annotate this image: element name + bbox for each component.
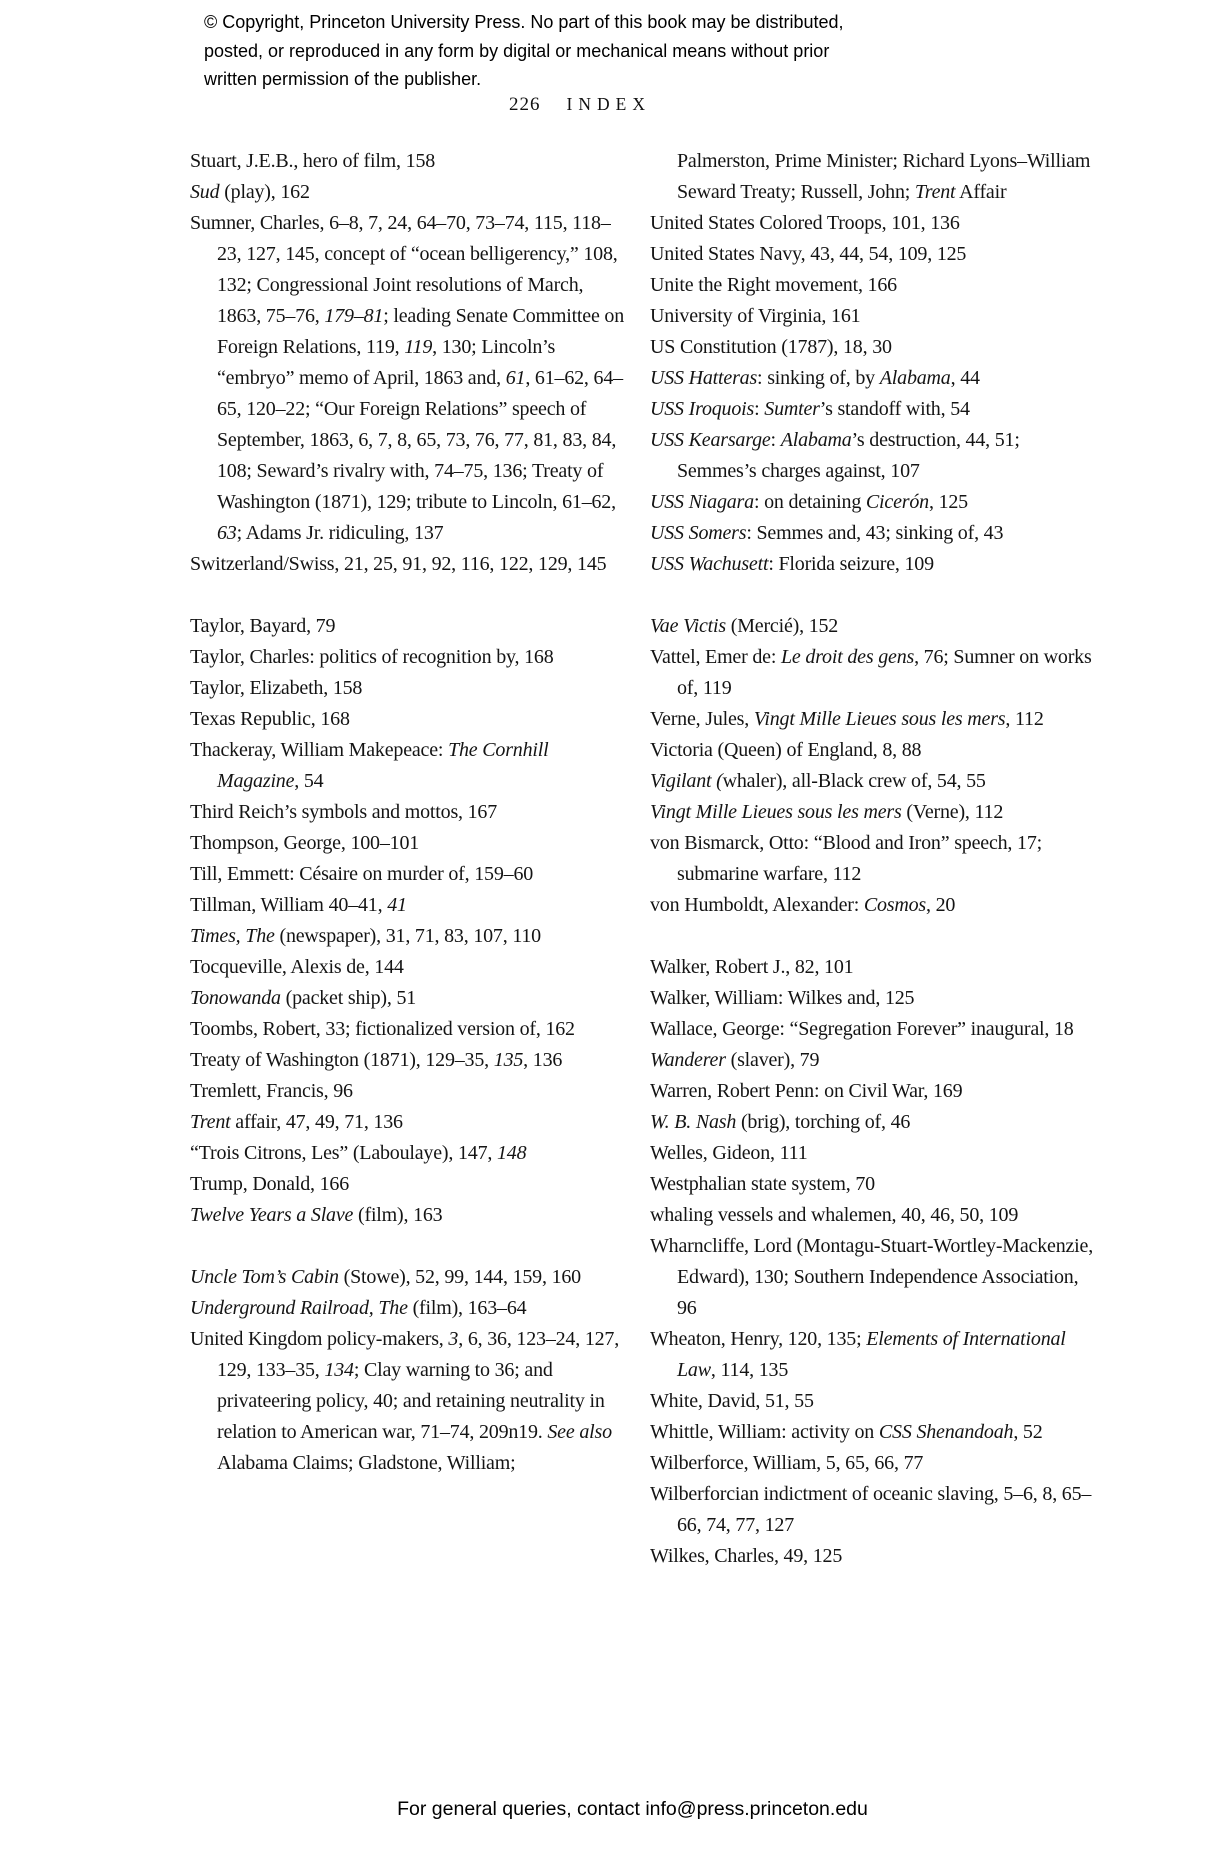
index-entry (650, 828, 1102, 890)
index-entry-text: , 125 (928, 491, 968, 513)
index-entry (650, 735, 1102, 766)
index-entry (190, 859, 626, 890)
index-entry (650, 704, 1102, 735)
index-entry-text: Taylor, Bayard, 79 (190, 615, 336, 637)
index-entry-text: United Kingdom policy-makers, (190, 1328, 449, 1350)
index-entry (650, 1324, 1102, 1386)
index-entry (650, 983, 1102, 1014)
index-entry-text: Wilkes, Charles, 49, 125 (650, 1545, 843, 1567)
index-entry-italic-text: Vigilant ( (650, 770, 723, 792)
index-entry (650, 1045, 1102, 1076)
index-entry (650, 766, 1102, 797)
index-entry-text: Stuart, J.E.B., hero of film, 158 (190, 150, 436, 172)
index-entry-text: Taylor, Charles: politics of recognition by, 168 (190, 646, 554, 668)
index-entry-italic-text: The Cornhill Magazine (217, 739, 549, 792)
index-entry-text: Affair (955, 181, 1007, 203)
index-entry-text: Sumner, Charles, 6–8, 7, 24, 64–70, 73–74, 115, 118–23, 127, 145, concept of “ocean belligerency,” 108, 132; Congressional Joint resolutions of March, 1863, 75–76, (190, 212, 618, 327)
index-entry-text: Tocqueville, Alexis de, 144 (190, 956, 404, 978)
index-entry-text: (slaver), 79 (725, 1049, 820, 1071)
index-entry-text: Victoria (Queen) of England, 8, 88 (650, 739, 922, 761)
index-entry-text: , 76; Sumner on works of, 119 (677, 646, 1092, 699)
index-entry-text: (Mercié), 152 (725, 615, 839, 637)
index-entry-text: , 136 (523, 1049, 563, 1071)
index-entry-text: University of Virginia, 161 (650, 305, 861, 327)
index-entry-italic-text: Vingt Mille Lieues sous les mers (753, 708, 1006, 730)
index-entry-italic-text: 148 (496, 1142, 527, 1164)
index-entry-italic-text: 61 (505, 367, 526, 389)
index-entry (190, 921, 626, 952)
index-entry-text: , 61–62, 64–65, 120–22; “Our Foreign Relations” speech of September, 1863, 6, 7, 8, 65, 73, 76, 77, 81, 83, 84, 108; Seward’s rivalry with, 74–75, 136; Treaty of Washington (1871), 129; tribute to Lincoln, 61–62, (217, 367, 623, 513)
index-entry-text: , 20 (926, 894, 956, 916)
index-entry-text: United States Colored Troops, 101, 136 (650, 212, 960, 234)
index-entry-text: “Trois Citrons, Les” (Laboulaye), 147, (190, 1142, 497, 1164)
index-entry (650, 1200, 1102, 1231)
index-entry-text: Taylor, Elizabeth, 158 (190, 677, 363, 699)
index-entry-italic-text: 135 (493, 1049, 524, 1071)
index-entry-text: affair, 47, 49, 71, 136 (230, 1111, 403, 1133)
index-entry-text: : (770, 429, 781, 451)
index-entry-italic-text: 179–81 (324, 305, 384, 327)
index-entry (190, 890, 626, 921)
index-entry-italic-text: Vingt Mille Lieues sous les mers (650, 801, 902, 823)
index-column-right (650, 146, 1102, 1572)
index-entry-italic-text: Times, The (190, 925, 275, 947)
index-entry (190, 673, 626, 704)
index-entry (650, 549, 1102, 580)
index-entry (650, 270, 1102, 301)
index-entry-text: ’s destruction, 44, 51; Semmes’s charges against, 107 (677, 429, 1020, 482)
index-entry-text: ; Clay warning to 36; and privateering policy, 40; and retaining neutrality in relation to American war, 71–74, 209n19. (217, 1359, 605, 1443)
page-number: 226 (509, 94, 541, 115)
index-entry (190, 1293, 626, 1324)
page-header (380, 94, 780, 116)
index-entry-text: von Bismarck, Otto: “Blood and Iron” speech, 17; submarine warfare, 112 (650, 832, 1042, 885)
index-entry (650, 1014, 1102, 1045)
index-entry-text: , 54 (294, 770, 324, 792)
index-entry-italic-text: Cicerón (865, 491, 929, 513)
index-entry (190, 146, 626, 177)
index-entry-text: , 112 (1005, 708, 1044, 730)
index-entry-text: ’s standoff with, 54 (819, 398, 970, 420)
index-entry-text: , 6, 36, 123–24, 127, 129, 133–35, (217, 1328, 620, 1381)
index-entry-text: Thackeray, William Makepeace: (190, 739, 449, 761)
index-entry-italic-text: Trent (914, 181, 956, 203)
index-entry-italic-text: Sud (190, 181, 220, 203)
index-entry-text: Wheaton, Henry, 120, 135; (650, 1328, 867, 1350)
index-entry-text: Verne, Jules, (650, 708, 754, 730)
index-entry-text: Westphalian state system, 70 (650, 1173, 875, 1195)
index-entry (650, 332, 1102, 363)
index-entry-text: Vattel, Emer de: (650, 646, 781, 668)
index-entry (650, 363, 1102, 394)
index-entry-italic-text: USS Iroquois (650, 398, 755, 420)
index-entry (190, 177, 626, 208)
index-entry-italic-text: Twelve Years a Slave (190, 1204, 354, 1226)
index-entry-text: (Verne), 112 (901, 801, 1004, 823)
index-entry-text: von Humboldt, Alexander: (650, 894, 864, 916)
index-entry-italic-text: Wanderer (650, 1049, 726, 1071)
index-entry (190, 642, 626, 673)
index-entry (650, 952, 1102, 983)
index-entry (650, 208, 1102, 239)
index-entry (190, 1262, 626, 1293)
footer-contact: For general queries, contact info@press.princeton.edu (397, 1798, 868, 1820)
index-entry (190, 1107, 626, 1138)
index-entry-text: Wallace, George: “Segregation Forever” inaugural, 18 (650, 1018, 1074, 1040)
index-entry-text: Third Reich’s symbols and mottos, 167 (190, 801, 498, 823)
index-entry (190, 1014, 626, 1045)
index-entry-text: Unite the Right movement, 166 (650, 274, 897, 296)
index-entry (190, 983, 626, 1014)
index-entry (650, 1541, 1102, 1572)
index-entry (650, 797, 1102, 828)
index-entry-text: : Florida seizure, 109 (768, 553, 934, 575)
index-entry (190, 1045, 626, 1076)
index-entry-text: whaling vessels and whalemen, 40, 46, 50, 109 (650, 1204, 1019, 1226)
index-entry-italic-text: Trent (190, 1111, 231, 1133)
index-entry-italic-text: Tonowanda (190, 987, 281, 1009)
index-entry-text: Welles, Gideon, 111 (650, 1142, 808, 1164)
index-entry-text: Trump, Donald, 166 (190, 1173, 350, 1195)
index-entry (190, 1169, 626, 1200)
index-entry-italic-text: Sumter (764, 398, 820, 420)
index-entry-text: Switzerland/Swiss, 21, 25, 91, 92, 116, 122, 129, 145 (190, 553, 607, 575)
index-entry-text: : on detaining (753, 491, 866, 513)
index-entry-italic-text: 119 (404, 336, 433, 358)
index-entry (190, 1076, 626, 1107)
index-entry-text: (packet ship), 51 (280, 987, 417, 1009)
index-entry-text: Till, Emmett: Césaire on murder of, 159–60 (190, 863, 534, 885)
index-entry-italic-text: USS Hatteras (650, 367, 758, 389)
index-entry (650, 487, 1102, 518)
index-entry (650, 1479, 1102, 1541)
index-entry (650, 642, 1102, 704)
index-entry-text: , 44 (950, 367, 980, 389)
index-entry (650, 1076, 1102, 1107)
copyright-notice: © Copyright, Princeton University Press. No part of this book may be distributed, posted, or reproduced in any form by digital or mechanical means without prior written permission of the publisher. (204, 12, 844, 89)
index-entry-text: (newspaper), 31, 71, 83, 107, 110 (274, 925, 541, 947)
index-entry-text: Alabama Claims; Gladstone, William; (217, 1452, 516, 1474)
index-entry-italic-text: CSS Shenandoah (878, 1421, 1014, 1443)
index-entry-text: (brig), torching of, 46 (736, 1111, 911, 1133)
index-entry-text: (film), 163 (353, 1204, 443, 1226)
index-entry (650, 301, 1102, 332)
index-entry (190, 1200, 626, 1231)
index-entry-text: ; Adams Jr. ridiculing, 137 (236, 522, 444, 544)
index-entry (650, 425, 1102, 487)
index-entry (190, 704, 626, 735)
index-entry-italic-text: Vae Victis (650, 615, 726, 637)
index-entry-italic-text: USS Niagara (650, 491, 754, 513)
index-entry-text: , 52 (1013, 1421, 1043, 1443)
index-entry (650, 1448, 1102, 1479)
index-entry-text: White, David, 51, 55 (650, 1390, 814, 1412)
index-entry-text: Tillman, William 40–41, (190, 894, 388, 916)
index-entry (190, 952, 626, 983)
index-entry (190, 828, 626, 859)
index-entry (190, 1324, 626, 1479)
index-entry-italic-text: Elements of International Law (677, 1328, 1066, 1381)
section-title: INDEX (566, 94, 651, 114)
index-entry-text: (play), 162 (219, 181, 310, 203)
index-entry-text: Walker, William: Wilkes and, 125 (650, 987, 915, 1009)
index-entry-italic-text: 3 (448, 1328, 459, 1350)
index-entry (190, 549, 626, 580)
index-entry (190, 611, 626, 642)
index-entry-text: Palmerston, Prime Minister; Richard Lyons–William Seward Treaty; Russell, John; (677, 150, 1091, 203)
index-entry-text: (film), 163–64 (407, 1297, 527, 1319)
index-entry (650, 1231, 1102, 1324)
index-entry-text: Warren, Robert Penn: on Civil War, 169 (650, 1080, 963, 1102)
index-entry-italic-text: USS Kearsarge (650, 429, 771, 451)
index-entry-italic-text: Alabama (780, 429, 852, 451)
index-entry-italic-text: 134 (324, 1359, 354, 1381)
index-entry (650, 394, 1102, 425)
index-entry (650, 1138, 1102, 1169)
index-entry (650, 890, 1102, 921)
index-entry-text: : (754, 398, 765, 420)
index-entry-text: United States Navy, 43, 44, 54, 109, 125 (650, 243, 967, 265)
index-entry-italic-text: W. B. Nash (650, 1111, 737, 1133)
index-entry-text: Thompson, George, 100–101 (190, 832, 420, 854)
index-entry-italic-text: Le droit des gens (781, 646, 915, 668)
index-entry-text: (Stowe), 52, 99, 144, 159, 160 (338, 1266, 581, 1288)
index-entry-italic-text: See also (547, 1421, 612, 1443)
index-entry (650, 611, 1102, 642)
index-entry (650, 1417, 1102, 1448)
index-entry-text: Wilberforcian indictment of oceanic slaving, 5–6, 8, 65–66, 74, 77, 127 (650, 1483, 1092, 1536)
index-entry-text: Tremlett, Francis, 96 (190, 1080, 353, 1102)
index-entry-text: whaler), all-Black crew of, 54, 55 (722, 770, 986, 792)
index-entry-text: , 130; Lincoln’s “embryo” memo of April, 1863 and, (217, 336, 556, 389)
index-entry-italic-text: 63 (217, 522, 237, 544)
index-entry-text: Whittle, William: activity on (650, 1421, 879, 1443)
index-entry-text: Wilberforce, William, 5, 65, 66, 77 (650, 1452, 924, 1474)
index-entry-text: Wharncliffe, Lord (Montagu-Stuart-Wortley-Mackenzie, Edward), 130; Southern Independence Association, 96 (650, 1235, 1093, 1319)
index-entry-text: Walker, Robert J., 82, 101 (650, 956, 854, 978)
index-entry (650, 1386, 1102, 1417)
index-entry-italic-text: Cosmos (863, 894, 927, 916)
index-entry (190, 797, 626, 828)
index-entry-text: Texas Republic, 168 (190, 708, 350, 730)
index-entry (190, 208, 626, 549)
index-entry (650, 518, 1102, 549)
index-entry-text: Toombs, Robert, 33; fictionalized version of, 162 (190, 1018, 575, 1040)
index-entry-text: Treaty of Washington (1871), 129–35, (190, 1049, 494, 1071)
index-entry-text: , 114, 135 (710, 1359, 789, 1381)
index-entry-text: : Semmes and, 43; sinking of, 43 (746, 522, 1004, 544)
index-entry (650, 239, 1102, 270)
index-column-left (190, 146, 626, 1479)
index-entry-text: : sinking of, by (757, 367, 880, 389)
index-entry (190, 1138, 626, 1169)
index-entry-italic-text: Alabama (879, 367, 951, 389)
index-entry (190, 735, 626, 797)
index-entry-text: ; leading Senate Committee on Foreign Relations, 119, (217, 305, 625, 358)
index-entry (650, 146, 1102, 208)
index-entry-italic-text: Uncle Tom’s Cabin (190, 1266, 339, 1288)
index-entry (650, 1107, 1102, 1138)
index-entry-italic-text: USS Somers (650, 522, 747, 544)
index-entry-italic-text: 41 (387, 894, 407, 916)
index-entry-text: US Constitution (1787), 18, 30 (650, 336, 892, 358)
index-entry (650, 1169, 1102, 1200)
index-entry-italic-text: USS Wachusett (650, 553, 769, 575)
index-entry-italic-text: Underground Railroad, The (190, 1297, 408, 1319)
